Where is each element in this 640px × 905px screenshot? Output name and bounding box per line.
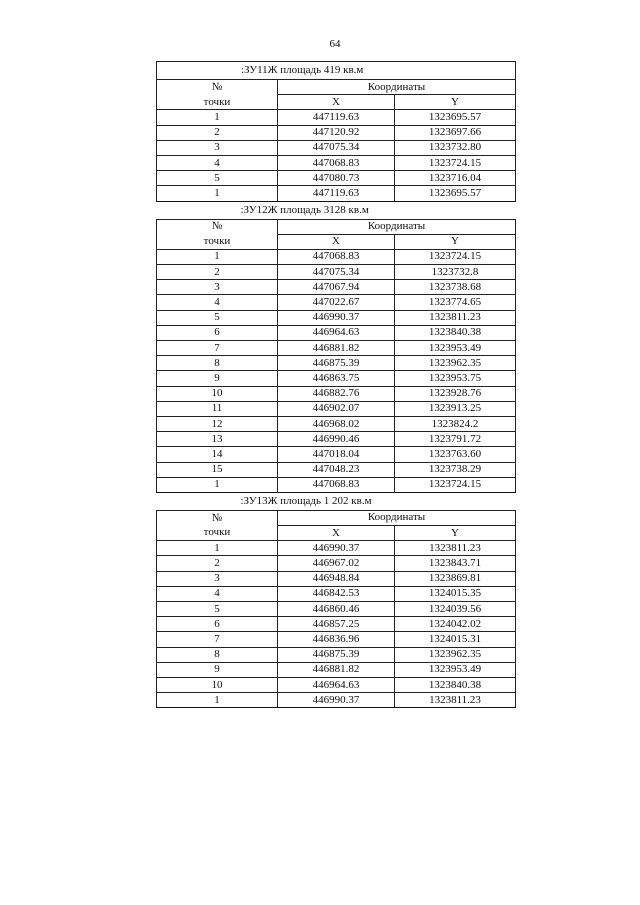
point-number: 10	[157, 677, 278, 692]
table-row	[157, 632, 516, 647]
header-row	[157, 95, 516, 110]
table-row	[157, 265, 516, 280]
y-column-header: Y	[395, 526, 516, 541]
x-coordinate: 447080.73	[278, 171, 395, 186]
x-coordinate: 446990.37	[278, 310, 395, 325]
y-coordinate: 1323811.23	[395, 310, 516, 325]
page-number: 64	[329, 38, 341, 50]
x-coordinate: 446860.46	[278, 602, 395, 617]
x-coordinate: 446882.76	[278, 386, 395, 401]
table-row	[157, 617, 516, 632]
point-number: 13	[157, 432, 278, 447]
table-row	[157, 341, 516, 356]
table-row	[157, 386, 516, 401]
x-coordinate: 446863.75	[278, 371, 395, 386]
table-row	[157, 401, 516, 416]
x-coordinate: 447018.04	[278, 447, 395, 462]
y-coordinate: 1323953.49	[395, 341, 516, 356]
point-number: 2	[157, 556, 278, 571]
coordinates-header: Координаты	[278, 510, 516, 525]
point-number: 5	[157, 310, 278, 325]
section-title: :ЗУ12Ж площадь 3128 кв.м	[157, 201, 516, 219]
table-row	[157, 186, 516, 201]
point-number: 1	[157, 693, 278, 708]
y-coordinate: 1323840.38	[395, 677, 516, 692]
section-title-row	[157, 492, 516, 510]
point-number: 14	[157, 447, 278, 462]
table-row	[157, 541, 516, 556]
y-coordinate: 1323724.15	[395, 249, 516, 264]
point-number: 4	[157, 155, 278, 170]
table-row	[157, 571, 516, 586]
header-row	[157, 526, 516, 541]
table-row	[157, 140, 516, 155]
point-number: 1	[157, 541, 278, 556]
x-coordinate: 447048.23	[278, 462, 395, 477]
point-number: 4	[157, 295, 278, 310]
x-coordinate: 446948.84	[278, 571, 395, 586]
x-coordinate: 446875.39	[278, 647, 395, 662]
y-coordinate: 1323695.57	[395, 186, 516, 201]
table-row	[157, 125, 516, 140]
point-number: 1	[157, 186, 278, 201]
table-row	[157, 677, 516, 692]
x-column-header: X	[278, 234, 395, 249]
coordinates-header: Координаты	[278, 219, 516, 234]
header-row	[157, 80, 516, 95]
table-row	[157, 356, 516, 371]
y-coordinate: 1323791.72	[395, 432, 516, 447]
point-number: 5	[157, 171, 278, 186]
point-number: 3	[157, 571, 278, 586]
x-coordinate: 447075.34	[278, 140, 395, 155]
point-number-label: точки	[157, 95, 278, 110]
y-coordinate: 1323953.75	[395, 371, 516, 386]
table-row	[157, 249, 516, 264]
table-row	[157, 310, 516, 325]
point-number: 3	[157, 280, 278, 295]
point-number: 4	[157, 586, 278, 601]
x-coordinate: 447119.63	[278, 186, 395, 201]
x-coordinate: 446875.39	[278, 356, 395, 371]
point-number: 2	[157, 125, 278, 140]
y-coordinate: 1323962.35	[395, 356, 516, 371]
table-row	[157, 693, 516, 708]
y-coordinate: 1323732.80	[395, 140, 516, 155]
table-row	[157, 280, 516, 295]
y-coordinate: 1323738.29	[395, 462, 516, 477]
y-column-header: Y	[395, 234, 516, 249]
table-row	[157, 171, 516, 186]
y-coordinate: 1323869.81	[395, 571, 516, 586]
x-coordinate: 446857.25	[278, 617, 395, 632]
x-coordinate: 447067.94	[278, 280, 395, 295]
y-coordinate: 1323697.66	[395, 125, 516, 140]
y-coordinate: 1323928.76	[395, 386, 516, 401]
y-coordinate: 1323732.8	[395, 265, 516, 280]
x-coordinate: 446836.96	[278, 632, 395, 647]
y-coordinate: 1323913.25	[395, 401, 516, 416]
point-number: 1	[157, 110, 278, 125]
header-row	[157, 510, 516, 525]
x-coordinate: 446881.82	[278, 662, 395, 677]
table-row	[157, 477, 516, 492]
y-coordinate: 1323811.23	[395, 693, 516, 708]
y-coordinate: 1323724.15	[395, 477, 516, 492]
table-row	[157, 325, 516, 340]
point-number: 3	[157, 140, 278, 155]
x-coordinate: 446964.63	[278, 677, 395, 692]
y-coordinate: 1323953.49	[395, 662, 516, 677]
y-coordinate: 1323695.57	[395, 110, 516, 125]
y-coordinate: 1323824.2	[395, 416, 516, 431]
point-number: 6	[157, 325, 278, 340]
x-coordinate: 446990.37	[278, 693, 395, 708]
x-coordinate: 446967.02	[278, 556, 395, 571]
y-coordinate: 1323763.60	[395, 447, 516, 462]
table-row	[157, 556, 516, 571]
point-number: 1	[157, 477, 278, 492]
x-coordinate: 447068.83	[278, 155, 395, 170]
table-row	[157, 447, 516, 462]
table-row	[157, 586, 516, 601]
table-row	[157, 432, 516, 447]
y-coordinate: 1323962.35	[395, 647, 516, 662]
x-coordinate: 447068.83	[278, 249, 395, 264]
y-coordinate: 1323811.23	[395, 541, 516, 556]
point-number-label: точки	[157, 526, 278, 541]
point-number: 9	[157, 371, 278, 386]
point-number: 5	[157, 602, 278, 617]
point-number-label: точки	[157, 234, 278, 249]
point-number-symbol: №	[157, 219, 278, 234]
x-coordinate: 447075.34	[278, 265, 395, 280]
point-number: 6	[157, 617, 278, 632]
point-number: 1	[157, 249, 278, 264]
y-coordinate: 1324015.31	[395, 632, 516, 647]
section-title: :ЗУ13Ж площадь 1 202 кв.м	[157, 492, 516, 510]
table-row	[157, 110, 516, 125]
point-number: 12	[157, 416, 278, 431]
header-row	[157, 234, 516, 249]
x-coordinate: 446990.37	[278, 541, 395, 556]
x-coordinate: 446964.63	[278, 325, 395, 340]
x-coordinate: 446902.07	[278, 401, 395, 416]
x-coordinate: 447068.83	[278, 477, 395, 492]
y-coordinate: 1323716.04	[395, 171, 516, 186]
x-coordinate: 447120.92	[278, 125, 395, 140]
point-number: 7	[157, 341, 278, 356]
coordinates-table-body	[157, 62, 516, 708]
y-column-header: Y	[395, 95, 516, 110]
point-number: 8	[157, 647, 278, 662]
coordinates-header: Координаты	[278, 80, 516, 95]
y-coordinate: 1323724.15	[395, 155, 516, 170]
section-title-row	[157, 62, 516, 80]
x-coordinate: 447119.63	[278, 110, 395, 125]
header-row	[157, 219, 516, 234]
x-coordinate: 446881.82	[278, 341, 395, 356]
point-number-symbol: №	[157, 510, 278, 525]
point-number: 9	[157, 662, 278, 677]
point-number: 11	[157, 401, 278, 416]
section-title: :ЗУ11Ж площадь 419 кв.м	[157, 62, 516, 80]
table-row	[157, 647, 516, 662]
point-number: 7	[157, 632, 278, 647]
point-number: 8	[157, 356, 278, 371]
section-title-row	[157, 201, 516, 219]
x-coordinate: 447022.67	[278, 295, 395, 310]
table-row	[157, 371, 516, 386]
x-coordinate: 446842.53	[278, 586, 395, 601]
y-coordinate: 1323840.38	[395, 325, 516, 340]
x-coordinate: 446990.46	[278, 432, 395, 447]
x-coordinate: 446968.02	[278, 416, 395, 431]
y-coordinate: 1323774.65	[395, 295, 516, 310]
point-number: 2	[157, 265, 278, 280]
y-coordinate: 1323843.71	[395, 556, 516, 571]
y-coordinate: 1324039.56	[395, 602, 516, 617]
y-coordinate: 1324042.02	[395, 617, 516, 632]
point-number-symbol: №	[157, 80, 278, 95]
table-row	[157, 416, 516, 431]
table-row	[157, 602, 516, 617]
coordinates-table	[156, 61, 516, 708]
table-row	[157, 662, 516, 677]
point-number: 15	[157, 462, 278, 477]
coordinates-document	[156, 61, 515, 708]
table-row	[157, 295, 516, 310]
point-number: 10	[157, 386, 278, 401]
x-column-header: X	[278, 526, 395, 541]
table-row	[157, 462, 516, 477]
y-coordinate: 1323738.68	[395, 280, 516, 295]
table-row	[157, 155, 516, 170]
x-column-header: X	[278, 95, 395, 110]
y-coordinate: 1324015.35	[395, 586, 516, 601]
